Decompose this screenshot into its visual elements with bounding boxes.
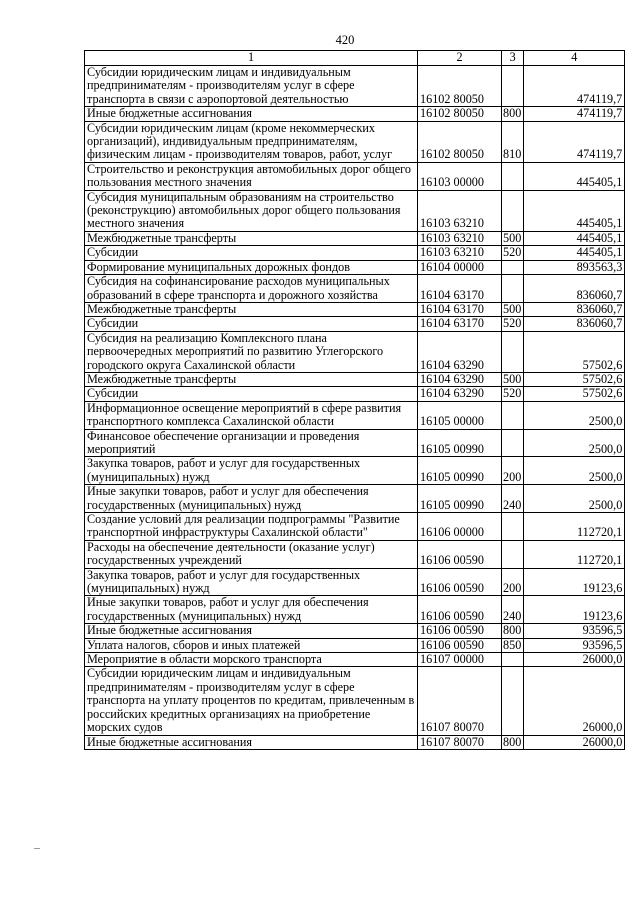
- row-name-cell: Межбюджетные трансферты: [85, 302, 418, 316]
- table-row: [85, 638, 625, 652]
- row-code-cell: 16106 00590: [418, 540, 502, 568]
- row-name-cell: Закупка товаров, работ и услуг для государственных (муниципальных) нужд: [85, 457, 418, 485]
- row-name-cell: Субсидия муниципальным образованиям на строительство (реконструкцию) автомобильных дорог общего пользования местного значения: [85, 190, 418, 231]
- row-sum-cell: 445405,1: [524, 231, 625, 245]
- row-code-cell: 16102 80050: [418, 66, 502, 107]
- row-name-cell: Иные закупки товаров, работ и услуг для обеспечения государственных (муниципальных) нужд: [85, 596, 418, 624]
- table-row: [85, 624, 625, 638]
- table-row: [85, 667, 625, 735]
- row-sum-cell: 2500,0: [524, 485, 625, 513]
- row-type-cell: 520: [502, 246, 524, 260]
- row-name-cell: Уплата налогов, сборов и иных платежей: [85, 638, 418, 652]
- table-row: [85, 596, 625, 624]
- row-sum-cell: 19123,6: [524, 596, 625, 624]
- table-row: [85, 302, 625, 316]
- row-type-cell: 500: [502, 372, 524, 386]
- table-row: [85, 190, 625, 231]
- column-header-code: 2: [418, 51, 502, 66]
- table-row: [85, 401, 625, 429]
- table-row: [85, 457, 625, 485]
- row-name-cell: Создание условий для реализации подпрограммы "Развитие транспортной инфраструктуры Сахалинской области": [85, 513, 418, 541]
- row-code-cell: 16106 00590: [418, 624, 502, 638]
- table-row: [85, 568, 625, 596]
- row-type-cell: 850: [502, 638, 524, 652]
- table-row: [85, 121, 625, 162]
- row-name-cell: Закупка товаров, работ и услуг для государственных (муниципальных) нужд: [85, 568, 418, 596]
- row-type-cell: [502, 190, 524, 231]
- row-code-cell: 16105 00990: [418, 485, 502, 513]
- row-name-cell: Межбюджетные трансферты: [85, 372, 418, 386]
- row-code-cell: 16103 63210: [418, 246, 502, 260]
- row-code-cell: 16104 63290: [418, 387, 502, 401]
- row-sum-cell: 93596,5: [524, 638, 625, 652]
- row-name-cell: Субсидии: [85, 317, 418, 331]
- row-code-cell: 16104 63170: [418, 302, 502, 316]
- row-type-cell: 240: [502, 596, 524, 624]
- row-name-cell: Расходы на обеспечение деятельности (оказание услуг) государственных учреждений: [85, 540, 418, 568]
- table-row: [85, 66, 625, 107]
- row-code-cell: 16104 63170: [418, 317, 502, 331]
- row-name-cell: Строительство и реконструкция автомобильных дорог общего пользования местного значения: [85, 162, 418, 190]
- row-code-cell: 16106 00590: [418, 568, 502, 596]
- page-number: 420: [335, 33, 355, 47]
- row-sum-cell: 474119,7: [524, 66, 625, 107]
- row-name-cell: Субсидия на софинансирование расходов муниципальных образований в сфере транспорта и дорожного хозяйства: [85, 275, 418, 303]
- row-sum-cell: 2500,0: [524, 429, 625, 457]
- row-type-cell: [502, 667, 524, 735]
- row-sum-cell: 26000,0: [524, 667, 625, 735]
- row-code-cell: 16106 00590: [418, 596, 502, 624]
- row-name-cell: Субсидии юридическим лицам (кроме некоммерческих организаций), индивидуальным предпринимателям, физическим лицам - производителям товаров, работ, услуг: [85, 121, 418, 162]
- row-name-cell: Иные бюджетные ассигнования: [85, 107, 418, 121]
- row-sum-cell: 474119,7: [524, 107, 625, 121]
- row-name-cell: Субсидии: [85, 387, 418, 401]
- row-code-cell: 16104 63170: [418, 275, 502, 303]
- row-sum-cell: 112720,1: [524, 513, 625, 541]
- table-row: [85, 260, 625, 274]
- row-code-cell: 16105 00000: [418, 401, 502, 429]
- row-sum-cell: 112720,1: [524, 540, 625, 568]
- row-sum-cell: 893563,3: [524, 260, 625, 274]
- row-name-cell: Иные бюджетные ассигнования: [85, 624, 418, 638]
- table-row: [85, 275, 625, 303]
- table-header-row: [85, 51, 625, 66]
- row-code-cell: 16104 63290: [418, 372, 502, 386]
- row-code-cell: 16107 80070: [418, 667, 502, 735]
- column-header-sum: 4: [524, 51, 625, 66]
- row-name-cell: Субсидия на реализацию Комплексного плана первоочередных мероприятий по развитию Углегорского городского округа Сахалинской области: [85, 331, 418, 372]
- row-sum-cell: 445405,1: [524, 190, 625, 231]
- row-sum-cell: 836060,7: [524, 317, 625, 331]
- row-sum-cell: 19123,6: [524, 568, 625, 596]
- row-name-cell: Межбюджетные трансферты: [85, 231, 418, 245]
- table-row: [85, 485, 625, 513]
- column-header-type: 3: [502, 51, 524, 66]
- table-row: [85, 162, 625, 190]
- row-sum-cell: 836060,7: [524, 302, 625, 316]
- row-type-cell: [502, 513, 524, 541]
- table-row: [85, 317, 625, 331]
- column-header-name: 1: [85, 51, 418, 66]
- row-type-cell: 200: [502, 457, 524, 485]
- row-type-cell: [502, 66, 524, 107]
- row-code-cell: 16104 00000: [418, 260, 502, 274]
- budget-table: [84, 50, 625, 750]
- row-sum-cell: 445405,1: [524, 246, 625, 260]
- row-code-cell: 16106 00000: [418, 513, 502, 541]
- row-type-cell: 520: [502, 317, 524, 331]
- row-type-cell: 810: [502, 121, 524, 162]
- row-code-cell: 16102 80050: [418, 121, 502, 162]
- row-type-cell: [502, 162, 524, 190]
- row-sum-cell: 445405,1: [524, 162, 625, 190]
- row-sum-cell: 57502,6: [524, 372, 625, 386]
- row-name-cell: Субсидии: [85, 246, 418, 260]
- row-code-cell: 16103 63210: [418, 231, 502, 245]
- table-body: [85, 66, 625, 750]
- row-name-cell: Информационное освещение мероприятий в сфере развития транспортного комплекса Сахалинской области: [85, 401, 418, 429]
- table-row: [85, 540, 625, 568]
- table-row: [85, 513, 625, 541]
- row-sum-cell: 26000,0: [524, 735, 625, 749]
- table-row: [85, 246, 625, 260]
- row-type-cell: 500: [502, 302, 524, 316]
- row-type-cell: [502, 540, 524, 568]
- row-sum-cell: 474119,7: [524, 121, 625, 162]
- row-name-cell: Формирование муниципальных дорожных фондов: [85, 260, 418, 274]
- table-row: [85, 429, 625, 457]
- row-code-cell: 16103 63210: [418, 190, 502, 231]
- row-name-cell: Финансовое обеспечение организации и проведения мероприятий: [85, 429, 418, 457]
- row-type-cell: 500: [502, 231, 524, 245]
- row-name-cell: Иные закупки товаров, работ и услуг для обеспечения государственных (муниципальных) нужд: [85, 485, 418, 513]
- row-name-cell: Иные бюджетные ассигнования: [85, 735, 418, 749]
- row-type-cell: 800: [502, 107, 524, 121]
- row-sum-cell: 93596,5: [524, 624, 625, 638]
- row-code-cell: 16102 80050: [418, 107, 502, 121]
- row-sum-cell: 836060,7: [524, 275, 625, 303]
- row-sum-cell: 2500,0: [524, 457, 625, 485]
- row-type-cell: [502, 260, 524, 274]
- row-type-cell: [502, 653, 524, 667]
- row-name-cell: Субсидии юридическим лицам и индивидуальным предпринимателям - производителям услуг в сфере транспорта в связи с аэропортовой деятельностью: [85, 66, 418, 107]
- row-code-cell: 16107 80070: [418, 735, 502, 749]
- row-type-cell: [502, 429, 524, 457]
- row-name-cell: Субсидии юридическим лицам и индивидуальным предпринимателям - производителям услуг в сфере транспорта на уплату процентов по кредитам, привлеченным в российских кредитных организациях на приобретение морских судов: [85, 667, 418, 735]
- table-row: [85, 231, 625, 245]
- row-type-cell: 800: [502, 735, 524, 749]
- row-sum-cell: 57502,6: [524, 331, 625, 372]
- table-row: [85, 107, 625, 121]
- row-code-cell: 16106 00590: [418, 638, 502, 652]
- table-row: [85, 372, 625, 386]
- scan-margin-mark: [34, 848, 40, 849]
- row-type-cell: 800: [502, 624, 524, 638]
- table-row: [85, 653, 625, 667]
- table-row: [85, 735, 625, 749]
- row-code-cell: 16103 00000: [418, 162, 502, 190]
- row-code-cell: 16107 00000: [418, 653, 502, 667]
- row-code-cell: 16104 63290: [418, 331, 502, 372]
- row-type-cell: 200: [502, 568, 524, 596]
- row-sum-cell: 2500,0: [524, 401, 625, 429]
- row-name-cell: Мероприятие в области морского транспорта: [85, 653, 418, 667]
- row-type-cell: 240: [502, 485, 524, 513]
- row-code-cell: 16105 00990: [418, 457, 502, 485]
- row-sum-cell: 26000,0: [524, 653, 625, 667]
- row-type-cell: [502, 401, 524, 429]
- row-code-cell: 16105 00990: [418, 429, 502, 457]
- table-row: [85, 387, 625, 401]
- row-type-cell: 520: [502, 387, 524, 401]
- row-sum-cell: 57502,6: [524, 387, 625, 401]
- row-type-cell: [502, 275, 524, 303]
- row-type-cell: [502, 331, 524, 372]
- table-row: [85, 331, 625, 372]
